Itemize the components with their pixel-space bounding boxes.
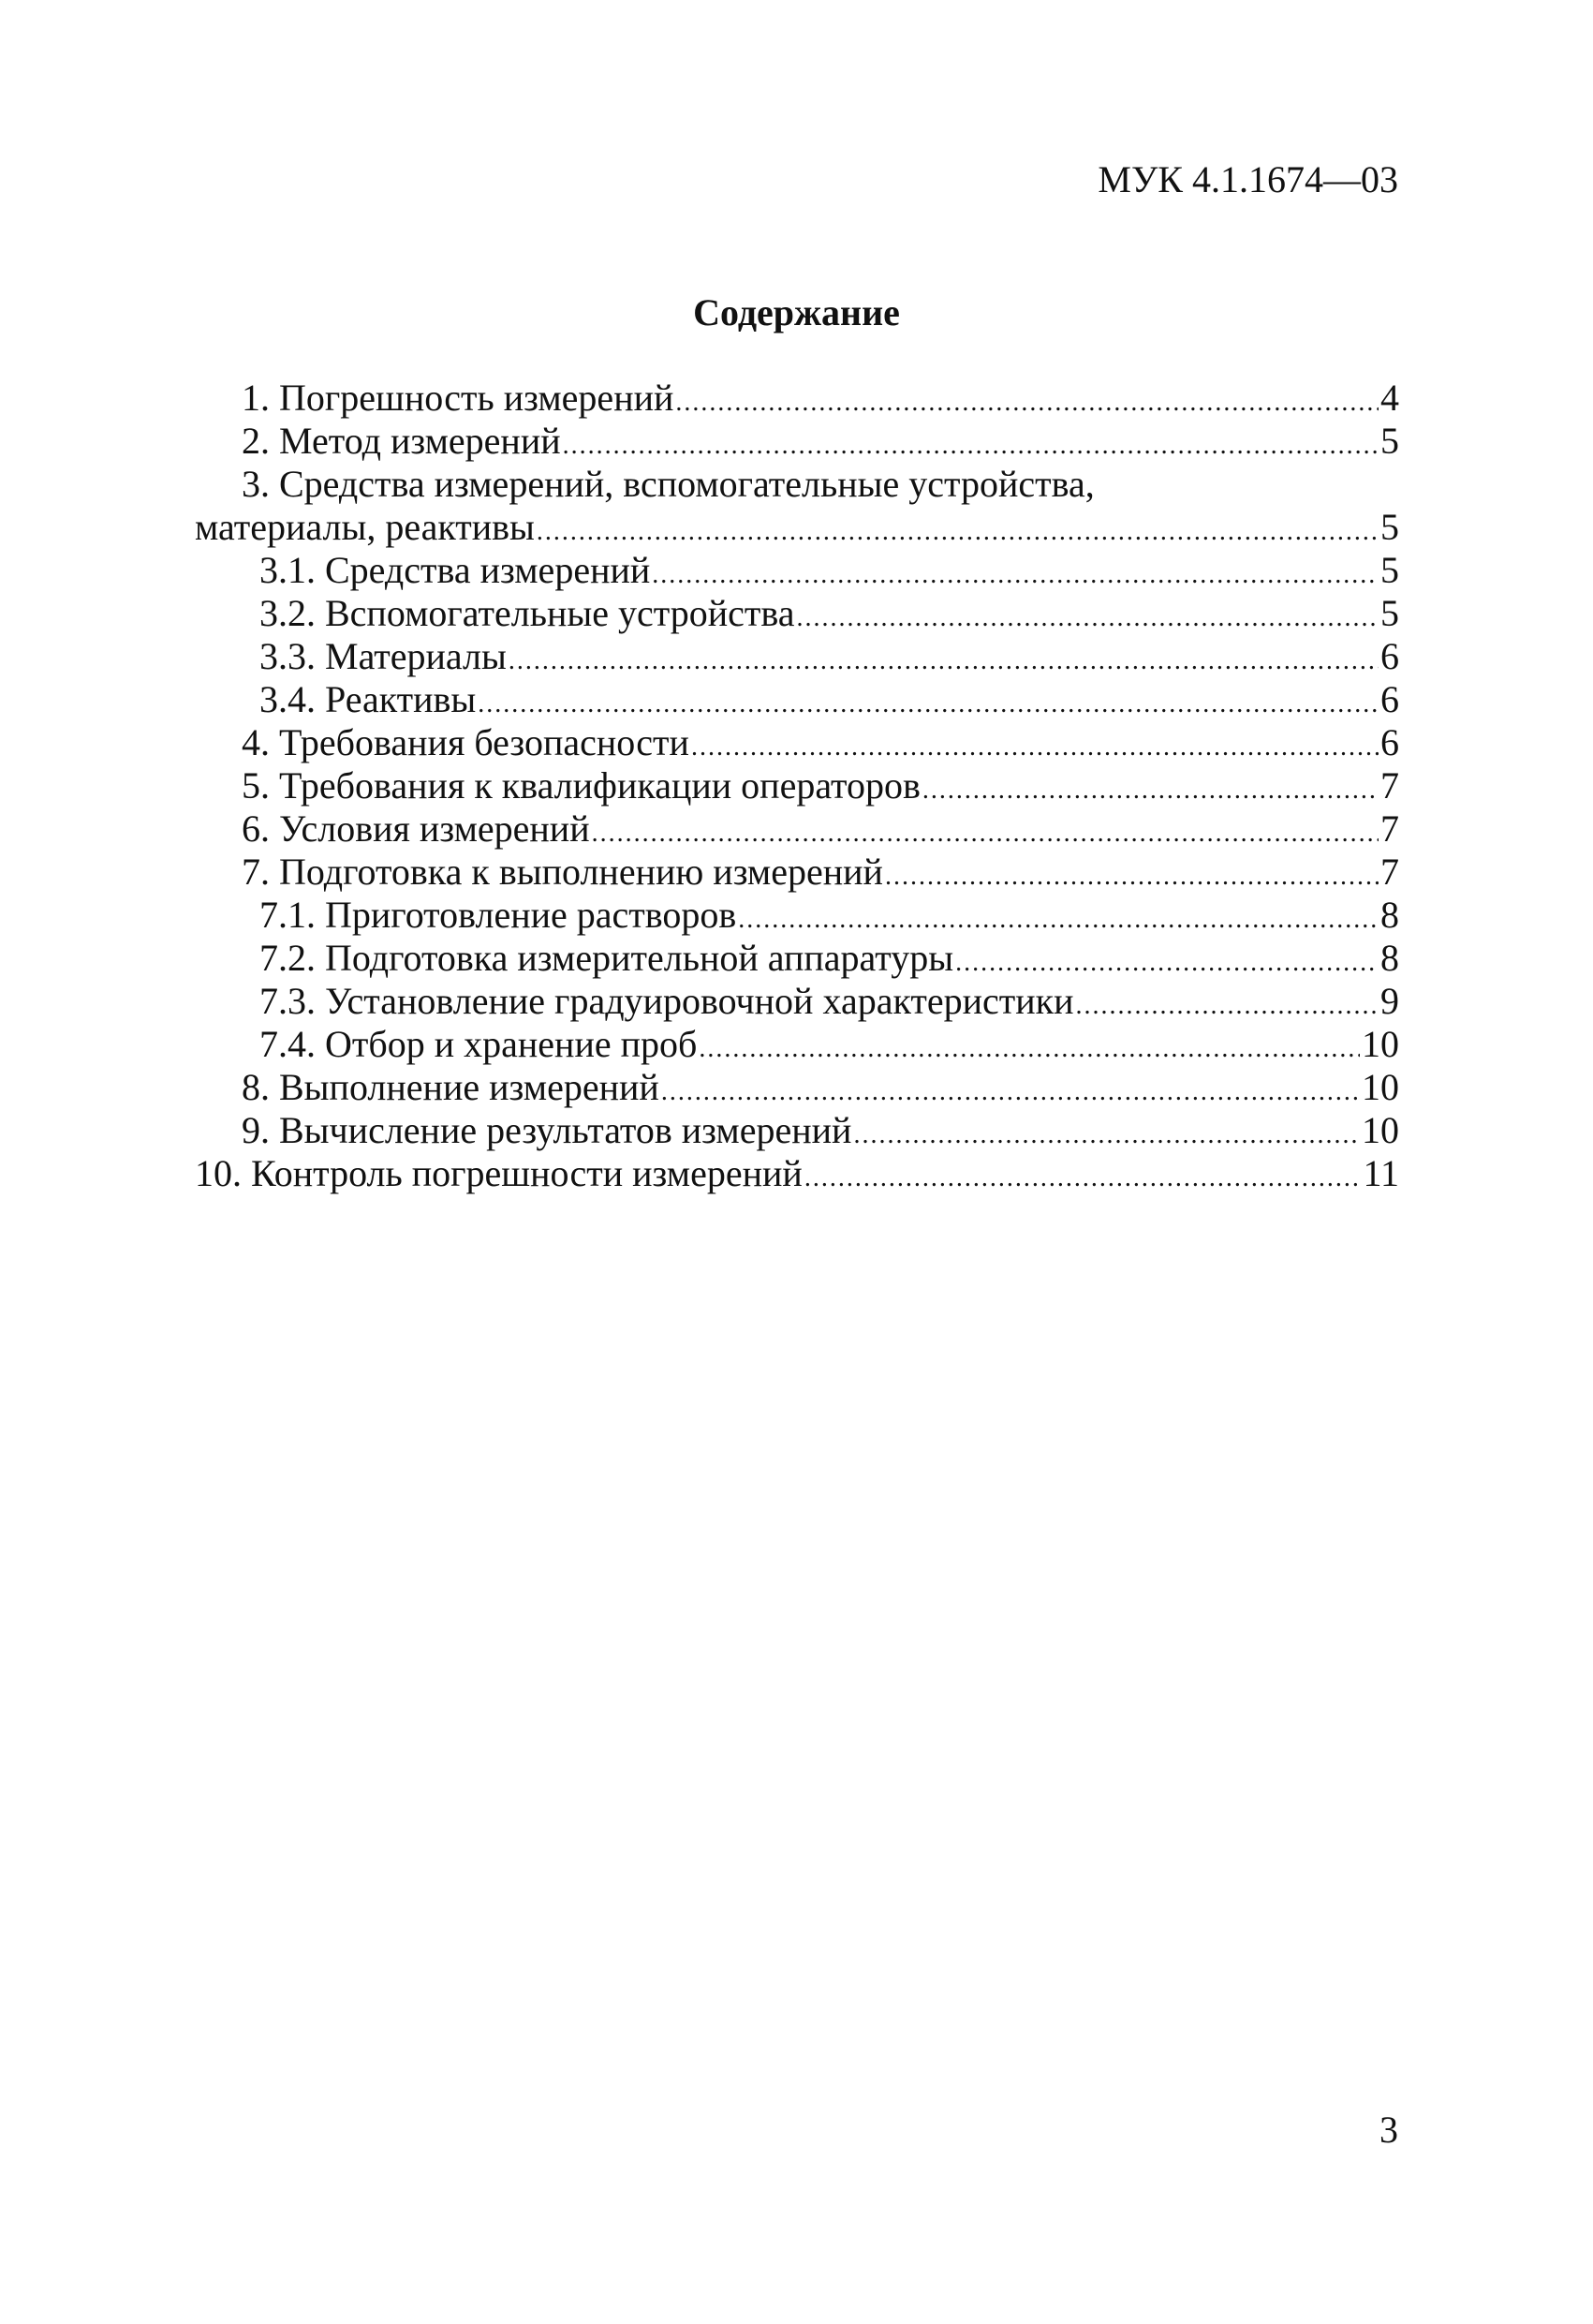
toc-entry-text: 8. Выполнение измерений <box>242 1066 659 1108</box>
toc-entry-text: 3.1. Средства измерений <box>259 549 651 591</box>
toc-entry-page: 9 <box>1380 980 1399 1022</box>
toc-leader-dots <box>478 683 1379 726</box>
toc-entry-10[interactable] <box>195 1152 1399 1195</box>
toc-leader-dots <box>691 726 1379 769</box>
toc-entry-text: 7. Подготовка к выполнению измерений <box>242 851 883 893</box>
toc-leader-dots <box>563 424 1379 467</box>
toc-leader-dots <box>804 1157 1362 1200</box>
toc-entry-3[interactable] <box>195 463 1399 506</box>
toc-entry-page: 6 <box>1380 678 1399 720</box>
toc-entry-8[interactable] <box>195 1066 1399 1109</box>
toc-entry-text: 1. Погрешность измерений <box>242 377 674 419</box>
toc-leader-dots <box>592 812 1379 855</box>
toc-entry-3-continued[interactable] <box>195 506 1399 549</box>
toc-entry-1[interactable] <box>195 377 1399 420</box>
toc-entry-page: 11 <box>1363 1152 1399 1194</box>
toc-entry-text: 3. Средства измерений, вспомогательные устройства, <box>242 463 1095 505</box>
toc-entry-7-3[interactable] <box>195 980 1399 1023</box>
toc-leader-dots <box>699 1028 1360 1071</box>
toc-entry-text: 6. Условия измерений <box>242 807 590 850</box>
toc-entry-3-4[interactable] <box>195 678 1399 721</box>
toc-leader-dots <box>509 640 1379 683</box>
toc-entry-3-3[interactable] <box>195 635 1399 678</box>
toc-entry-5[interactable] <box>195 764 1399 807</box>
toc-entry-2[interactable] <box>195 420 1399 463</box>
toc-entry-page: 8 <box>1380 894 1399 936</box>
toc-entry-text: 10. Контроль погрешности измерений <box>195 1152 803 1194</box>
page-number: 3 <box>1379 2109 1398 2151</box>
toc-entry-page: 5 <box>1380 549 1399 591</box>
toc-leader-dots <box>1075 984 1379 1028</box>
toc-leader-dots <box>853 1114 1360 1157</box>
toc-entry-page: 7 <box>1380 851 1399 893</box>
toc-entry-page: 4 <box>1380 377 1399 419</box>
toc-entry-page: 8 <box>1380 937 1399 979</box>
toc-entry-text: 9. Вычисление результатов измерений <box>242 1109 852 1151</box>
toc-entry-9[interactable] <box>195 1109 1399 1152</box>
toc-entry-text: 3.2. Вспомогательные устройства <box>259 592 795 634</box>
toc-entry-page: 5 <box>1380 420 1399 462</box>
toc-entry-7[interactable] <box>195 851 1399 894</box>
table-of-contents <box>195 377 1399 1195</box>
toc-entry-text: 3.4. Реактивы <box>259 678 477 720</box>
toc-leader-dots <box>885 855 1379 898</box>
toc-entry-text: 5. Требования к квалификации операторов <box>242 764 921 807</box>
toc-entry-7-2[interactable] <box>195 937 1399 980</box>
toc-entry-text: 7.2. Подготовка измерительной аппаратуры <box>259 937 954 979</box>
toc-entry-3-2[interactable] <box>195 592 1399 635</box>
toc-entry-page: 10 <box>1362 1109 1399 1151</box>
toc-entry-3-1[interactable] <box>195 549 1399 592</box>
toc-leader-dots <box>675 381 1379 424</box>
toc-entry-text: 2. Метод измерений <box>242 420 561 462</box>
toc-entry-page: 7 <box>1380 764 1399 807</box>
toc-entry-text: 7.4. Отбор и хранение проб <box>259 1023 698 1065</box>
toc-leader-dots <box>922 769 1379 812</box>
toc-title: Содержание <box>693 291 900 333</box>
toc-entry-text: 4. Требования безопасности <box>242 721 689 763</box>
toc-entry-text: 3.3. Материалы <box>259 635 507 677</box>
toc-entry-page: 7 <box>1380 807 1399 850</box>
document-code: МУК 4.1.1674—03 <box>1098 158 1398 200</box>
toc-leader-dots <box>796 597 1379 640</box>
toc-entry-page: 10 <box>1362 1023 1399 1065</box>
toc-entry-page: 10 <box>1362 1066 1399 1108</box>
toc-entry-7-4[interactable] <box>195 1023 1399 1066</box>
toc-entry-page: 6 <box>1380 721 1399 763</box>
toc-leader-dots <box>652 554 1379 597</box>
toc-entry-text: 7.1. Приготовление растворов <box>259 894 737 936</box>
toc-leader-dots <box>738 898 1379 941</box>
toc-entry-page: 5 <box>1380 506 1399 548</box>
toc-entry-page: 6 <box>1380 635 1399 677</box>
toc-entry-7-1[interactable] <box>195 894 1399 937</box>
toc-entry-text: 7.3. Установление градуировочной характеристики <box>259 980 1074 1022</box>
toc-entry-page: 5 <box>1380 592 1399 634</box>
toc-leader-dots <box>955 941 1379 984</box>
toc-entry-text: материалы, реактивы <box>195 506 535 548</box>
toc-leader-dots <box>537 511 1379 554</box>
toc-leader-dots <box>661 1071 1360 1114</box>
toc-entry-4[interactable] <box>195 721 1399 764</box>
toc-entry-6[interactable] <box>195 807 1399 851</box>
